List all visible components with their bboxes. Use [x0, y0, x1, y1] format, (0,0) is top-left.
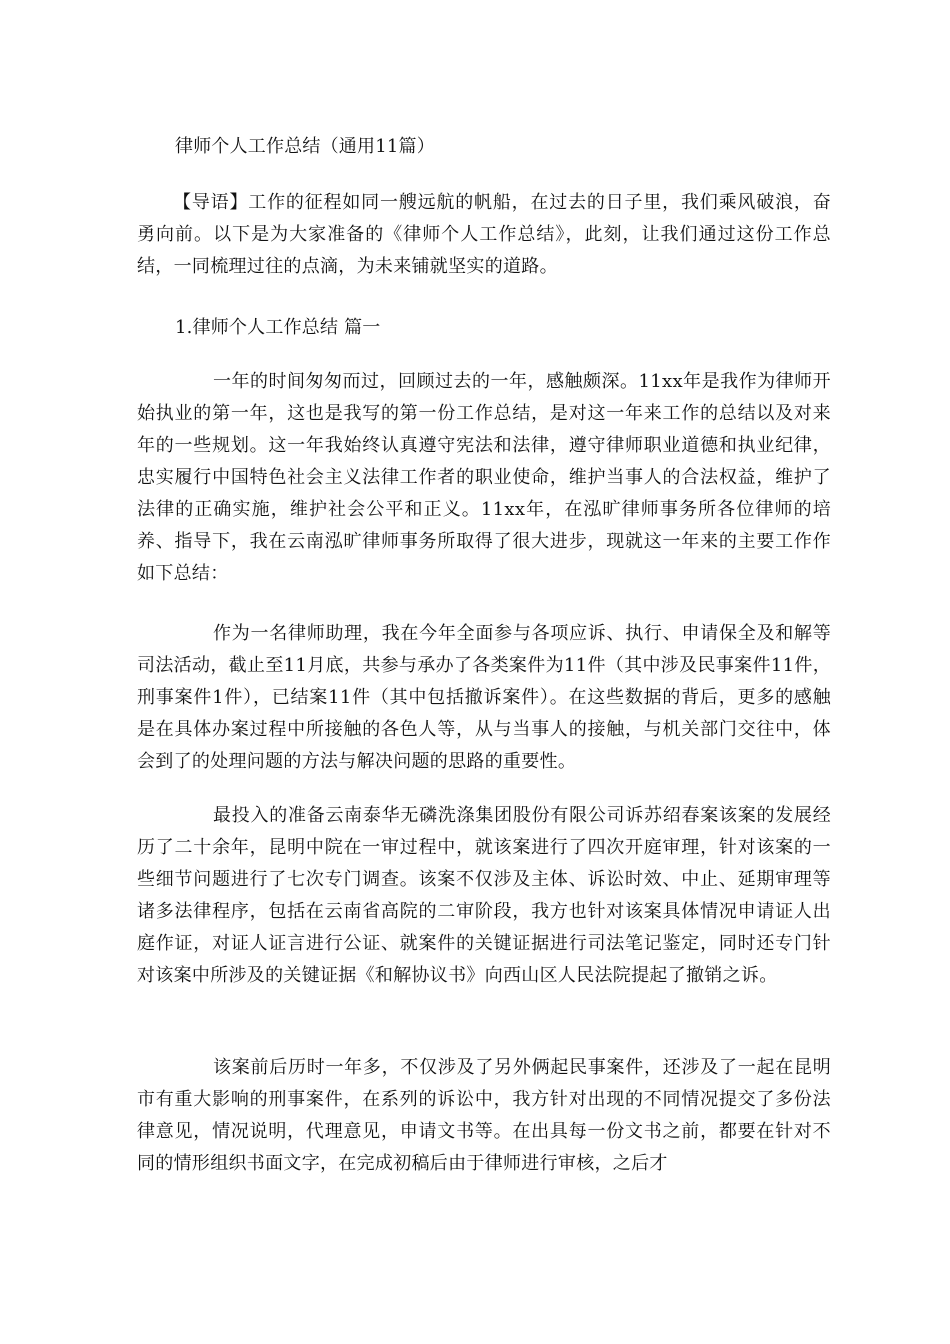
body-paragraph: 作为一名律师助理，我在今年全面参与各项应诉、执行、申请保全及和解等司法活动，截止至11月底，共参与承办了各类案件为11件（其中涉及民事案件11件，刑事案件1件），已结案11件（其中包括撤诉案件）。在这些数据的背后，更多的感触是在具体办案过程中所接触的各色人等，从与当事人的接触，与机关部门交往中，体会到了的处理问题的方法与解决问题的思路的重要性。	[137, 623, 831, 772]
body-paragraph: 一年的时间匆匆而过，回顾过去的一年，感触颇深。11xx年是我作为律师开始执业的第一年，这也是我写的第一份工作总结，是对这一年来工作的总结以及对来年的一些规划。这一年我始终认真遵守宪法和法律，遵守律师职业道德和执业纪律，忠实履行中国特色社会主义法律工作者的职业使命，维护当事人的合法权益，维护了法律的正确实施，维护社会公平和正义。11xx年，在泓旷律师事务所各位律师的培养、指导下，我在云南泓旷律师事务所取得了很大进步，现就这一年来的主要工作作如下总结：	[137, 371, 831, 584]
body-paragraph: 该案前后历时一年多，不仅涉及了另外俩起民事案件，还涉及了一起在昆明市有重大影响的刑事案件，在系列的诉讼中，我方针对出现的不同情况提交了多份法律意见，情况说明，代理意见，申请文书等。在出具每一份文书之前，都要在针对不同的情形组织书面文字，在完成初稿后由于律师进行审核，之后才	[137, 1057, 831, 1174]
body-paragraph: 最投入的准备云南泰华无磷洗涤集团股份有限公司诉苏绍春案该案的发展经历了二十余年，昆明中院在一审过程中，就该案进行了四次开庭审理，针对该案的一些细节问题进行了七次专门调查。该案不仅涉及主体、诉讼时效、中止、延期审理等诸多法律程序，包括在云南省高院的二审阶段，我方也针对该案具体情况申请证人出庭作证，对证人证言进行公证、就案件的关键证据进行司法笔记鉴定，同时还专门针对该案中所涉及的关键证据《和解协议书》向西山区人民法院提起了撤销之诉。	[137, 805, 831, 986]
section-title: 1.律师个人工作总结 篇一	[175, 317, 381, 338]
document-title: 律师个人工作总结（通用11篇）	[175, 136, 435, 157]
intro-paragraph: 【导语】工作的征程如同一艘远航的帆船，在过去的日子里，我们乘风破浪，奋勇向前。以下是为大家准备的《律师个人工作总结》，此刻，让我们通过这份工作总结，一同梳理过往的点滴，为未来铺就坚实的道路。	[137, 192, 831, 277]
